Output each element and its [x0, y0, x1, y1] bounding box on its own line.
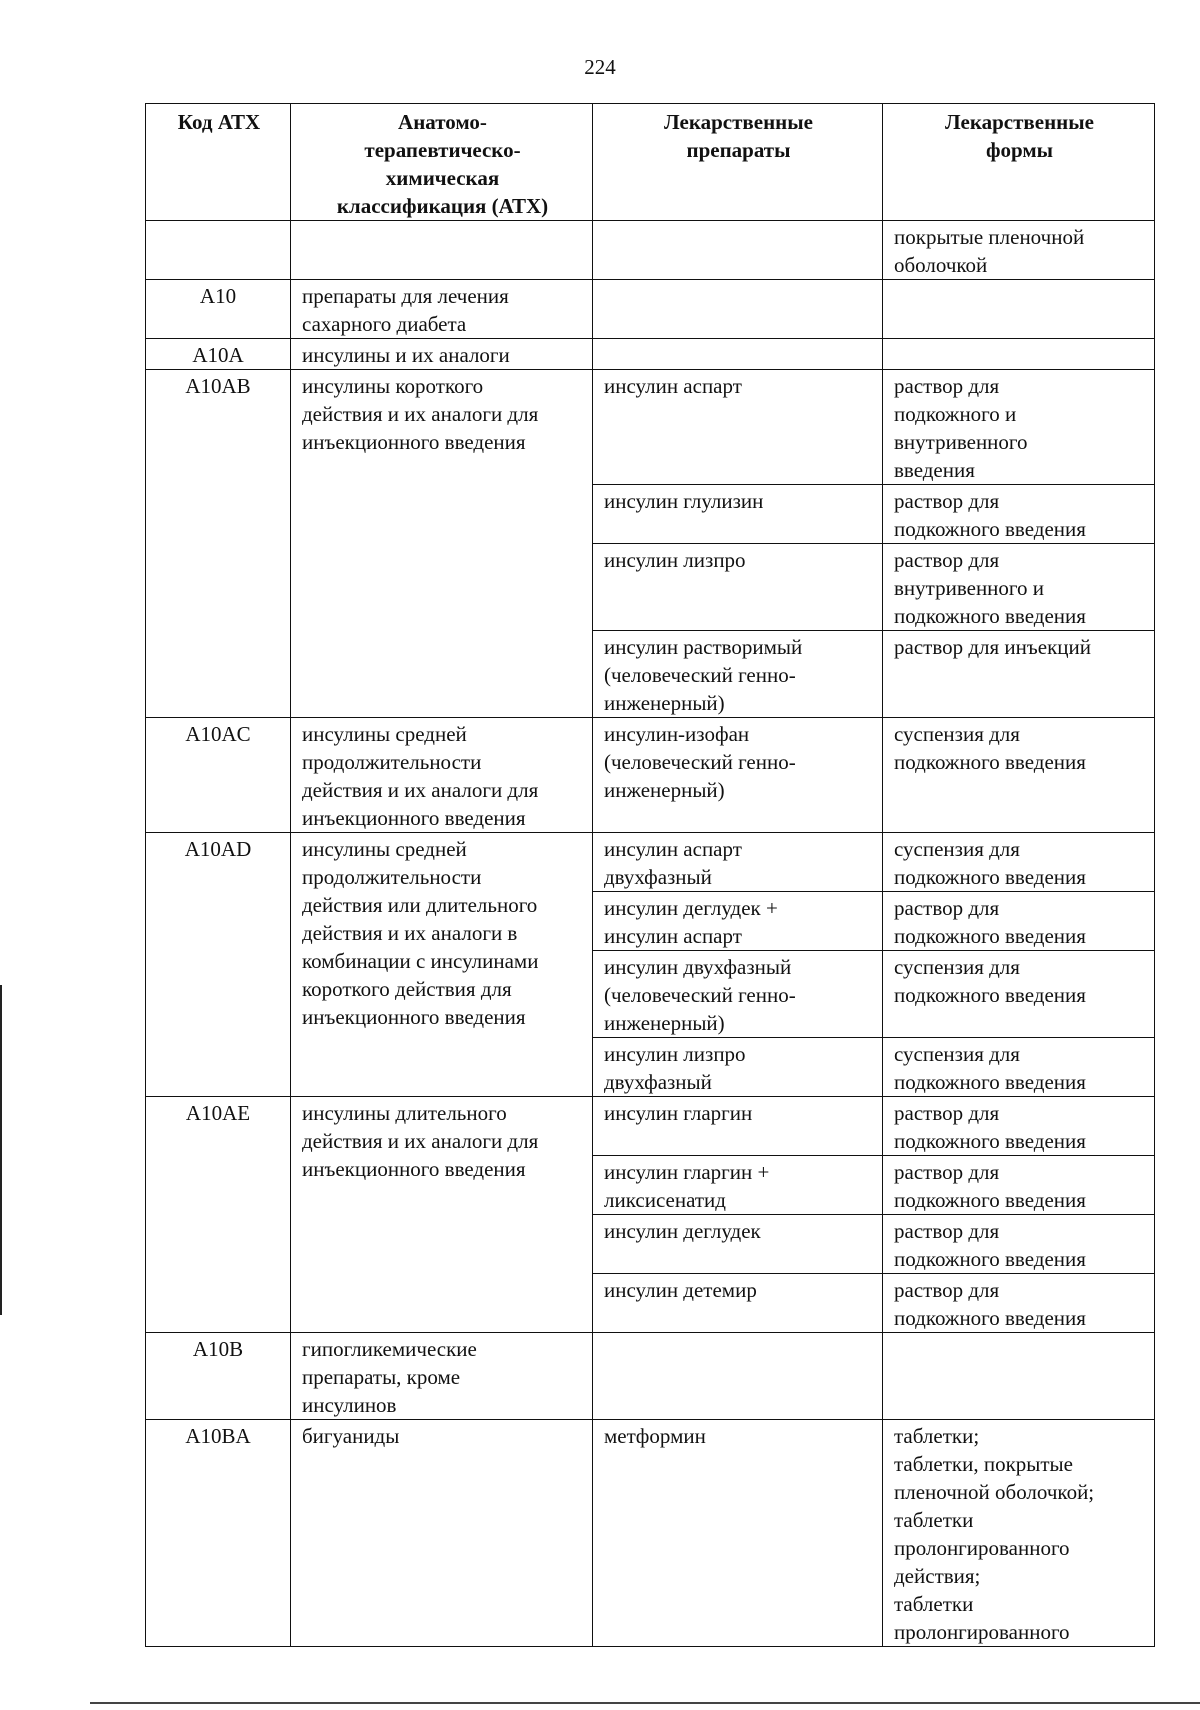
drug-cell: [593, 280, 883, 339]
header-drugs: Лекарственные препараты: [593, 104, 883, 221]
classification-cell: инсулины и их аналоги: [291, 339, 593, 370]
form-cell: [883, 339, 1155, 370]
classification-cell: препараты для лечения сахарного диабета: [291, 280, 593, 339]
table-row: [146, 221, 1155, 280]
form-cell: раствор для подкожного введения: [883, 892, 1155, 951]
drug-cell: инсулин лизпро двухфазный: [593, 1038, 883, 1097]
drug-cell: инсулин аспарт: [593, 370, 883, 485]
code-cell: A10AC: [146, 718, 291, 833]
code-cell: A10AB: [146, 370, 291, 718]
atc-classification-table: [145, 103, 1155, 1647]
form-cell: раствор для подкожного введения: [883, 1215, 1155, 1274]
drug-cell: инсулин гларгин + ликсисенатид: [593, 1156, 883, 1215]
table-row: [146, 1333, 1155, 1420]
drug-cell: [593, 1333, 883, 1420]
drug-cell: [593, 221, 883, 280]
code-cell: A10: [146, 280, 291, 339]
table-row: [146, 370, 1155, 485]
table-header-row: [146, 104, 1155, 221]
form-cell: покрытые пленочной оболочкой: [883, 221, 1155, 280]
table-row: [146, 339, 1155, 370]
drug-cell: инсулин глулизин: [593, 485, 883, 544]
form-cell: раствор для инъекций: [883, 631, 1155, 718]
drug-cell: инсулин-изофан (человеческий генно- инженерный): [593, 718, 883, 833]
classification-cell: инсулины средней продолжительности действия или длительного действия и их аналоги в комбинации с инсулинами короткого действия для инъекционного введения: [291, 833, 593, 1097]
scan-bottom-line: [90, 1702, 1200, 1704]
form-cell: раствор для внутривенного и подкожного введения: [883, 544, 1155, 631]
page-number: 224: [584, 55, 616, 79]
drug-cell: инсулин детемир: [593, 1274, 883, 1333]
classification-cell: инсулины короткого действия и их аналоги для инъекционного введения: [291, 370, 593, 718]
form-cell: суспензия для подкожного введения: [883, 951, 1155, 1038]
classification-cell: бигуаниды: [291, 1420, 593, 1647]
scan-edge-line: [0, 985, 2, 1315]
classification-cell: инсулины длительного действия и их аналоги для инъекционного введения: [291, 1097, 593, 1333]
code-cell: [146, 221, 291, 280]
form-cell: суспензия для подкожного введения: [883, 718, 1155, 833]
drug-cell: инсулин растворимый (человеческий генно- инженерный): [593, 631, 883, 718]
drug-cell: инсулин аспарт двухфазный: [593, 833, 883, 892]
table-row: [146, 718, 1155, 833]
classification-cell: гипогликемические препараты, кроме инсулинов: [291, 1333, 593, 1420]
drug-cell: инсулин гларгин: [593, 1097, 883, 1156]
code-cell: A10BA: [146, 1420, 291, 1647]
form-cell: раствор для подкожного введения: [883, 485, 1155, 544]
drug-cell: инсулин двухфазный (человеческий генно- инженерный): [593, 951, 883, 1038]
drug-cell: инсулин лизпро: [593, 544, 883, 631]
header-forms: Лекарственные формы: [883, 104, 1155, 221]
table-row: [146, 1420, 1155, 1647]
code-cell: A10A: [146, 339, 291, 370]
table-row: [146, 833, 1155, 892]
drug-cell: [593, 339, 883, 370]
code-cell: A10AD: [146, 833, 291, 1097]
classification-cell: инсулины средней продолжительности действия и их аналоги для инъекционного введения: [291, 718, 593, 833]
form-cell: таблетки; таблетки, покрытые пленочной оболочкой; таблетки пролонгированного действия; таблетки пролонгированного: [883, 1420, 1155, 1647]
drug-cell: инсулин деглудек: [593, 1215, 883, 1274]
form-cell: раствор для подкожного введения: [883, 1156, 1155, 1215]
header-classification: Анатомо- терапевтическо- химическая классификация (АТХ): [291, 104, 593, 221]
code-cell: A10B: [146, 1333, 291, 1420]
table-row: [146, 280, 1155, 339]
form-cell: суспензия для подкожного введения: [883, 1038, 1155, 1097]
form-cell: раствор для подкожного и внутривенного введения: [883, 370, 1155, 485]
code-cell: A10AE: [146, 1097, 291, 1333]
form-cell: [883, 280, 1155, 339]
form-cell: суспензия для подкожного введения: [883, 833, 1155, 892]
form-cell: [883, 1333, 1155, 1420]
form-cell: раствор для подкожного введения: [883, 1097, 1155, 1156]
drug-cell: метформин: [593, 1420, 883, 1647]
form-cell: раствор для подкожного введения: [883, 1274, 1155, 1333]
classification-cell: [291, 221, 593, 280]
header-code: Код АТХ: [146, 104, 291, 221]
drug-cell: инсулин деглудек + инсулин аспарт: [593, 892, 883, 951]
table-row: [146, 1097, 1155, 1156]
